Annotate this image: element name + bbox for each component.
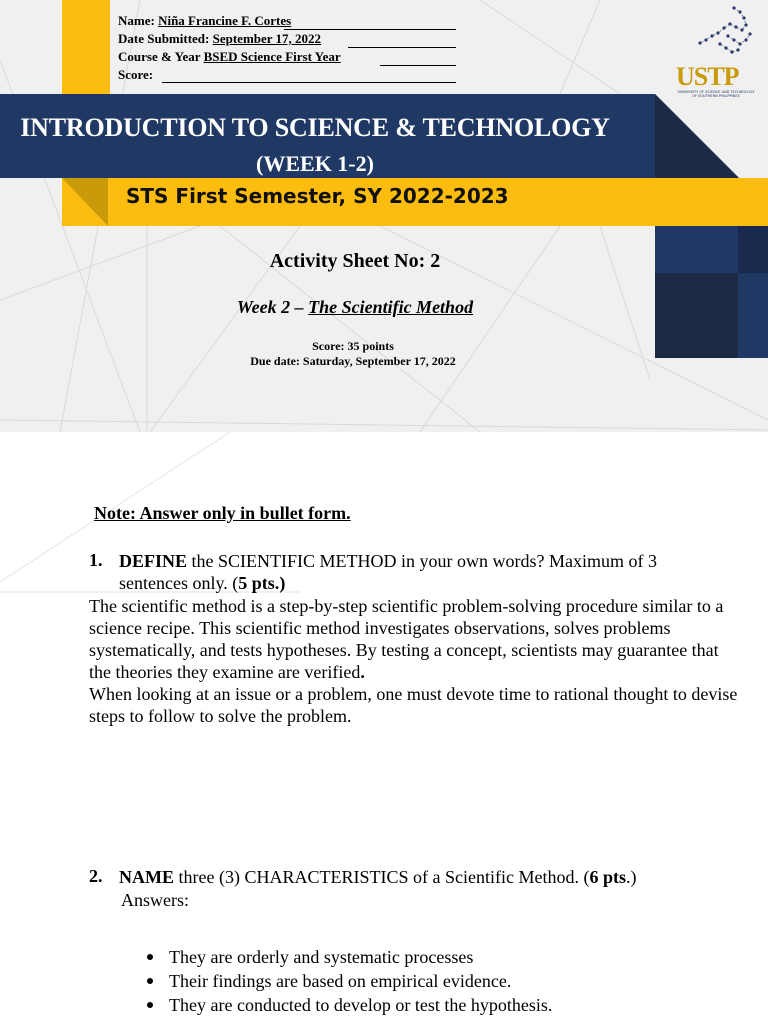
note-heading: Note: Answer only in bullet form.	[94, 503, 351, 523]
q2-keyword: NAME	[119, 867, 174, 887]
week-prefix: Week 2 –	[236, 297, 309, 317]
course-label: Course & Year	[118, 49, 201, 64]
date-line	[118, 31, 321, 47]
score-label: Score:	[118, 67, 154, 82]
q1-text2: sentences only. (	[119, 573, 239, 593]
q1-question	[119, 550, 739, 594]
q2-close: .)	[625, 867, 637, 887]
q1-answer-1: The scientific method is a step-by-step scientific problem-solving procedure similar to a science recipe. This scientific method investigates observations, solves problems systematically, and tests hypotheses. By testing a concept, scientists may guarantee that the theories they examine are verified	[89, 596, 724, 682]
week-heading	[0, 297, 710, 318]
q2-answer-list	[145, 945, 552, 1017]
name-rule	[284, 29, 456, 30]
q2-points: 6 pts	[589, 867, 626, 887]
decor-block	[738, 226, 768, 273]
gold-side-bar	[62, 0, 110, 95]
q2-question	[119, 866, 739, 888]
date-label: Date Submitted:	[118, 31, 210, 46]
q1-text: the SCIENTIFIC METHOD in your own words? Maximum of 3	[187, 551, 657, 571]
date-rule	[348, 47, 456, 48]
score-rule	[162, 82, 456, 83]
score-points: Score: 35 points	[312, 339, 394, 353]
q1-number: 1.	[89, 550, 103, 570]
ustp-logo-subtext: UNIVERSITY OF SCIENCE AND TECHNOLOGY OF SOUTHERN PHILIPPINES	[677, 90, 755, 98]
semester-title: STS First Semester, SY 2022-2023	[126, 184, 509, 208]
q1-points: 5 pts.	[238, 573, 280, 593]
course-rule	[380, 65, 456, 66]
q1-answer-2: When looking at an issue or a problem, one must devote time to rational thought to devise steps to follow to solve the problem.	[89, 684, 738, 726]
q1-answer	[89, 595, 739, 727]
list-item: Their findings are based on empirical evidence.	[145, 969, 552, 993]
course-line	[118, 49, 341, 65]
semester-band-corner	[62, 178, 112, 226]
due-date: Due date: Saturday, September 17, 2022	[250, 354, 456, 368]
page-subtitle: (WEEK 1-2)	[256, 151, 374, 176]
decor-block	[738, 273, 768, 358]
score-line	[118, 67, 153, 83]
q2-number: 2.	[89, 866, 103, 886]
q1-close: )	[279, 573, 286, 593]
name-value: Niña Francine F. Cortes	[158, 13, 292, 28]
page-title: INTRODUCTION TO SCIENCE & TECHNOLOGY	[20, 113, 610, 142]
list-item: They are orderly and systematic processes	[145, 945, 552, 969]
ustp-logo-text: USTP	[676, 62, 739, 91]
name-line	[118, 13, 291, 29]
q1-answer-1-end: .	[360, 662, 365, 682]
q2-answers-label: Answers:	[121, 890, 189, 910]
week-topic: The Scientific Method	[308, 297, 474, 317]
course-value: BSED Science First Year	[203, 49, 341, 64]
q2-text: three (3) CHARACTERISTICS of a Scientific Method. (	[174, 867, 590, 887]
name-label: Name:	[118, 13, 155, 28]
q1-keyword: DEFINE	[119, 551, 188, 571]
date-value: September 17, 2022	[212, 31, 322, 46]
activity-sheet-title: Activity Sheet No: 2	[269, 250, 441, 272]
list-item: They are conducted to develop or test the hypothesis.	[145, 993, 552, 1017]
q1-answer-paragraph-1	[89, 595, 739, 683]
